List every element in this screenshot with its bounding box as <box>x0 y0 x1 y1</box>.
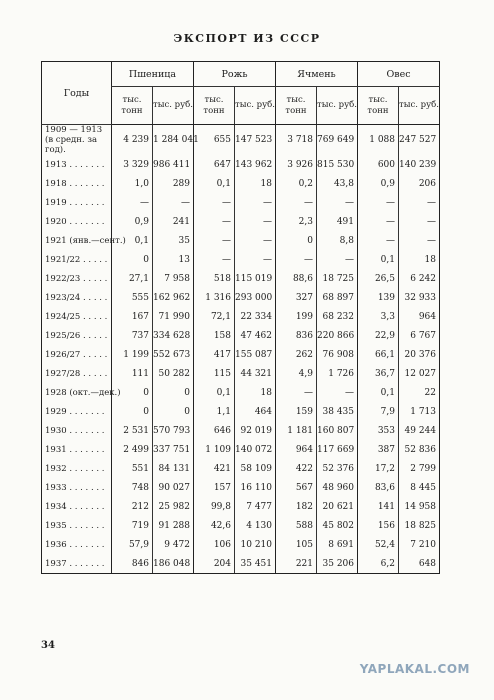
table-row <box>42 516 440 535</box>
table-row <box>42 497 440 516</box>
rubles-cell: 90 027 <box>153 478 194 497</box>
tons-cell: — <box>358 193 399 212</box>
rubles-cell: 12 027 <box>399 364 440 383</box>
rubles-cell: 162 962 <box>153 288 194 307</box>
tons-cell: — <box>358 212 399 231</box>
rubles-cell: 92 019 <box>235 421 276 440</box>
rubles-cell: 43,8 <box>317 174 358 193</box>
tons-cell: 167 <box>112 307 153 326</box>
year-cell: 1928 (окт.—дек.) <box>42 383 112 402</box>
tons-cell: 2 499 <box>112 440 153 459</box>
tons-cell: 1 199 <box>112 345 153 364</box>
tons-cell: 3 329 <box>112 155 153 174</box>
tons-cell: 353 <box>358 421 399 440</box>
rubles-cell: — <box>317 250 358 269</box>
rubles-cell: 1 713 <box>399 402 440 421</box>
unit-rub-header: тыс. руб. <box>235 87 276 125</box>
rubles-cell: 186 048 <box>153 554 194 574</box>
tons-cell: 1 181 <box>276 421 317 440</box>
tons-cell: 99,8 <box>194 497 235 516</box>
rubles-cell: 18 725 <box>317 269 358 288</box>
year-cell: 1921 (янв.—сент.) <box>42 231 112 250</box>
tons-cell: 1 316 <box>194 288 235 307</box>
tons-cell: 52,4 <box>358 535 399 554</box>
year-cell: 1913 . . . . . . . <box>42 155 112 174</box>
table-row <box>42 383 440 402</box>
rubles-cell: 815 530 <box>317 155 358 174</box>
year-cell: 1931 . . . . . . . <box>42 440 112 459</box>
rubles-cell: 35 206 <box>317 554 358 574</box>
rubles-cell: 552 673 <box>153 345 194 364</box>
rubles-cell: — <box>399 212 440 231</box>
tons-cell: 212 <box>112 497 153 516</box>
tons-cell: 0,1 <box>112 231 153 250</box>
tons-cell: 158 <box>194 326 235 345</box>
table-row <box>42 326 440 345</box>
table-row <box>42 212 440 231</box>
year-cell: 1918 . . . . . . . <box>42 174 112 193</box>
tons-cell: 0,9 <box>112 212 153 231</box>
rubles-cell: 4 130 <box>235 516 276 535</box>
rubles-cell: — <box>235 212 276 231</box>
tons-cell: 3 718 <box>276 125 317 156</box>
tons-cell: 600 <box>358 155 399 174</box>
year-cell: 1921/22 . . . . . <box>42 250 112 269</box>
tons-cell: 421 <box>194 459 235 478</box>
rubles-cell: 1 284 041 <box>153 125 194 156</box>
rubles-cell: 13 <box>153 250 194 269</box>
tons-cell: 387 <box>358 440 399 459</box>
rubles-cell: 68 897 <box>317 288 358 307</box>
tons-cell: 22,9 <box>358 326 399 345</box>
tons-cell: 42,6 <box>194 516 235 535</box>
rubles-cell: 50 282 <box>153 364 194 383</box>
table-row <box>42 269 440 288</box>
tons-cell: 7,9 <box>358 402 399 421</box>
rubles-cell: 7 477 <box>235 497 276 516</box>
tons-cell: 182 <box>276 497 317 516</box>
rubles-cell: — <box>235 250 276 269</box>
tons-cell: 555 <box>112 288 153 307</box>
tons-cell: 567 <box>276 478 317 497</box>
rubles-cell: 6 242 <box>399 269 440 288</box>
rubles-cell: 32 933 <box>399 288 440 307</box>
rubles-cell: 91 288 <box>153 516 194 535</box>
table-row <box>42 554 440 574</box>
table-row <box>42 288 440 307</box>
rubles-cell: 20 621 <box>317 497 358 516</box>
tons-cell: 159 <box>276 402 317 421</box>
group-header-wheat: Пшеница <box>112 62 194 87</box>
rubles-cell: 648 <box>399 554 440 574</box>
rubles-cell: 289 <box>153 174 194 193</box>
rubles-cell: 35 451 <box>235 554 276 574</box>
tons-cell: — <box>194 250 235 269</box>
rubles-cell: 491 <box>317 212 358 231</box>
years-header: Годы <box>42 62 112 125</box>
tons-cell: 4 239 <box>112 125 153 156</box>
table-row <box>42 421 440 440</box>
tons-cell: 0,1 <box>194 174 235 193</box>
year-cell: 1935 . . . . . . . <box>42 516 112 535</box>
tons-cell: 1 109 <box>194 440 235 459</box>
rubles-cell: 140 239 <box>399 155 440 174</box>
tons-cell: 964 <box>276 440 317 459</box>
tons-cell: 327 <box>276 288 317 307</box>
rubles-cell: 44 321 <box>235 364 276 383</box>
table-row <box>42 478 440 497</box>
rubles-cell: 25 982 <box>153 497 194 516</box>
tons-cell: 422 <box>276 459 317 478</box>
tons-cell: 139 <box>358 288 399 307</box>
year-cell: 1932 . . . . . . . <box>42 459 112 478</box>
rubles-cell: 45 802 <box>317 516 358 535</box>
rubles-cell: 7 958 <box>153 269 194 288</box>
tons-cell: — <box>276 383 317 402</box>
rubles-cell: 117 669 <box>317 440 358 459</box>
rubles-cell: 293 000 <box>235 288 276 307</box>
tons-cell: 204 <box>194 554 235 574</box>
table-row <box>42 174 440 193</box>
unit-rub-header: тыс. руб. <box>399 87 440 125</box>
tons-cell: 221 <box>276 554 317 574</box>
tons-cell: 83,6 <box>358 478 399 497</box>
group-header-barley: Ячмень <box>276 62 358 87</box>
rubles-cell: 0 <box>153 402 194 421</box>
table-row <box>42 535 440 554</box>
tons-cell: 518 <box>194 269 235 288</box>
year-cell: 1937 . . . . . . . <box>42 554 112 574</box>
tons-cell: — <box>112 193 153 212</box>
year-cell: 1923/24 . . . . . <box>42 288 112 307</box>
tons-cell: 0,1 <box>358 250 399 269</box>
rubles-cell: 570 793 <box>153 421 194 440</box>
tons-cell: 105 <box>276 535 317 554</box>
year-cell: 1934 . . . . . . . <box>42 497 112 516</box>
rubles-cell: 220 866 <box>317 326 358 345</box>
tons-cell: 26,5 <box>358 269 399 288</box>
tons-cell: 0 <box>112 383 153 402</box>
rubles-cell: 337 751 <box>153 440 194 459</box>
rubles-cell: 18 <box>399 250 440 269</box>
tons-cell: 737 <box>112 326 153 345</box>
tons-cell: 2 531 <box>112 421 153 440</box>
rubles-cell: 47 462 <box>235 326 276 345</box>
tons-cell: 17,2 <box>358 459 399 478</box>
table-row <box>42 250 440 269</box>
unit-tons-header: тыс. тонн <box>112 87 153 125</box>
tons-cell: 57,9 <box>112 535 153 554</box>
rubles-cell: 84 131 <box>153 459 194 478</box>
year-cell: 1929 . . . . . . . <box>42 402 112 421</box>
year-cell: 1926/27 . . . . . <box>42 345 112 364</box>
tons-cell: 1,1 <box>194 402 235 421</box>
table-row <box>42 459 440 478</box>
tons-cell: 0,1 <box>358 383 399 402</box>
tons-cell: — <box>358 231 399 250</box>
rubles-cell: 160 807 <box>317 421 358 440</box>
tons-cell: 2,3 <box>276 212 317 231</box>
tons-cell: 36,7 <box>358 364 399 383</box>
rubles-cell: 8 691 <box>317 535 358 554</box>
rubles-cell: 18 <box>235 383 276 402</box>
table-row <box>42 364 440 383</box>
rubles-cell: 48 960 <box>317 478 358 497</box>
rubles-cell: 8,8 <box>317 231 358 250</box>
tons-cell: 719 <box>112 516 153 535</box>
tons-cell: 836 <box>276 326 317 345</box>
unit-tons-header: тыс. тонн <box>276 87 317 125</box>
page-number: 34 <box>41 640 55 651</box>
site-watermark: YAPLAKAL.COM <box>359 662 470 676</box>
tons-cell: — <box>194 193 235 212</box>
rubles-cell: 20 376 <box>399 345 440 364</box>
rubles-cell: 52 376 <box>317 459 358 478</box>
rubles-cell: 143 962 <box>235 155 276 174</box>
rubles-cell: 18 <box>235 174 276 193</box>
rubles-cell: 241 <box>153 212 194 231</box>
rubles-cell: — <box>235 231 276 250</box>
export-table <box>41 61 440 574</box>
rubles-cell: 71 990 <box>153 307 194 326</box>
tons-cell: 655 <box>194 125 235 156</box>
rubles-cell: 769 649 <box>317 125 358 156</box>
tons-cell: 846 <box>112 554 153 574</box>
tons-cell: 0 <box>112 250 153 269</box>
year-cell: 1924/25 . . . . . <box>42 307 112 326</box>
unit-tons-header: тыс. тонн <box>194 87 235 125</box>
tons-cell: — <box>194 231 235 250</box>
rubles-cell: — <box>317 193 358 212</box>
year-cell: 1927/28 . . . . . <box>42 364 112 383</box>
table-row <box>42 307 440 326</box>
tons-cell: 551 <box>112 459 153 478</box>
tons-cell: 748 <box>112 478 153 497</box>
rubles-cell: 14 958 <box>399 497 440 516</box>
rubles-cell: 38 435 <box>317 402 358 421</box>
tons-cell: 141 <box>358 497 399 516</box>
rubles-cell: 334 628 <box>153 326 194 345</box>
rubles-cell: — <box>235 193 276 212</box>
tons-cell: 111 <box>112 364 153 383</box>
rubles-cell: 2 799 <box>399 459 440 478</box>
tons-cell: 0 <box>276 231 317 250</box>
tons-cell: 3 926 <box>276 155 317 174</box>
rubles-cell: — <box>399 193 440 212</box>
year-cell: 1919 . . . . . . . <box>42 193 112 212</box>
table-row <box>42 193 440 212</box>
tons-cell: 1 088 <box>358 125 399 156</box>
tons-cell: 0,2 <box>276 174 317 193</box>
table-row <box>42 440 440 459</box>
rubles-cell: 58 109 <box>235 459 276 478</box>
rubles-cell: 6 767 <box>399 326 440 345</box>
year-cell: 1920 . . . . . . . <box>42 212 112 231</box>
rubles-cell: 22 334 <box>235 307 276 326</box>
tons-cell: 1,0 <box>112 174 153 193</box>
rubles-cell: 10 210 <box>235 535 276 554</box>
rubles-cell: 115 019 <box>235 269 276 288</box>
table-row <box>42 155 440 174</box>
rubles-cell: — <box>153 193 194 212</box>
rubles-cell: 140 072 <box>235 440 276 459</box>
tons-cell: 647 <box>194 155 235 174</box>
tons-cell: 27,1 <box>112 269 153 288</box>
tons-cell: 66,1 <box>358 345 399 364</box>
tons-cell: 0,9 <box>358 174 399 193</box>
rubles-cell: 9 472 <box>153 535 194 554</box>
tons-cell: 72,1 <box>194 307 235 326</box>
tons-cell: 262 <box>276 345 317 364</box>
rubles-cell: 0 <box>153 383 194 402</box>
table-row <box>42 402 440 421</box>
table-title: ЭКСПОРТ ИЗ СССР <box>173 32 321 45</box>
tons-cell: 106 <box>194 535 235 554</box>
tons-cell: 115 <box>194 364 235 383</box>
rubles-cell: 8 445 <box>399 478 440 497</box>
tons-cell: 199 <box>276 307 317 326</box>
year-cell: 1925/26 . . . . . <box>42 326 112 345</box>
tons-cell: 3,3 <box>358 307 399 326</box>
tons-cell: 156 <box>358 516 399 535</box>
table-row <box>42 125 440 156</box>
table-row <box>42 231 440 250</box>
tons-cell: 0 <box>112 402 153 421</box>
rubles-cell: 35 <box>153 231 194 250</box>
rubles-cell: 68 232 <box>317 307 358 326</box>
rubles-cell: 22 <box>399 383 440 402</box>
table-row <box>42 345 440 364</box>
tons-cell: 157 <box>194 478 235 497</box>
rubles-cell: 49 244 <box>399 421 440 440</box>
rubles-cell: — <box>317 383 358 402</box>
rubles-cell: 147 523 <box>235 125 276 156</box>
tons-cell: — <box>276 193 317 212</box>
rubles-cell: 206 <box>399 174 440 193</box>
rubles-cell: 18 825 <box>399 516 440 535</box>
year-cell: 1933 . . . . . . . <box>42 478 112 497</box>
tons-cell: 417 <box>194 345 235 364</box>
tons-cell: 646 <box>194 421 235 440</box>
year-cell: 1936 . . . . . . . <box>42 535 112 554</box>
rubles-cell: — <box>399 231 440 250</box>
tons-cell: — <box>194 212 235 231</box>
rubles-cell: 247 527 <box>399 125 440 156</box>
rubles-cell: 986 411 <box>153 155 194 174</box>
rubles-cell: 155 087 <box>235 345 276 364</box>
tons-cell: 4,9 <box>276 364 317 383</box>
group-header-oats: Овес <box>358 62 440 87</box>
year-cell: 1922/23 . . . . . <box>42 269 112 288</box>
rubles-cell: 76 908 <box>317 345 358 364</box>
group-header-rye: Рожь <box>194 62 276 87</box>
rubles-cell: 1 726 <box>317 364 358 383</box>
year-cell: 1909 — 1913 (в средн. за год). <box>42 125 112 156</box>
rubles-cell: 7 210 <box>399 535 440 554</box>
year-cell: 1930 . . . . . . . <box>42 421 112 440</box>
unit-rub-header: тыс. руб. <box>153 87 194 125</box>
tons-cell: — <box>276 250 317 269</box>
tons-cell: 0,1 <box>194 383 235 402</box>
tons-cell: 88,6 <box>276 269 317 288</box>
tons-cell: 6,2 <box>358 554 399 574</box>
rubles-cell: 464 <box>235 402 276 421</box>
tons-cell: 588 <box>276 516 317 535</box>
unit-rub-header: тыс. руб. <box>317 87 358 125</box>
rubles-cell: 16 110 <box>235 478 276 497</box>
rubles-cell: 964 <box>399 307 440 326</box>
unit-tons-header: тыс. тонн <box>358 87 399 125</box>
rubles-cell: 52 836 <box>399 440 440 459</box>
